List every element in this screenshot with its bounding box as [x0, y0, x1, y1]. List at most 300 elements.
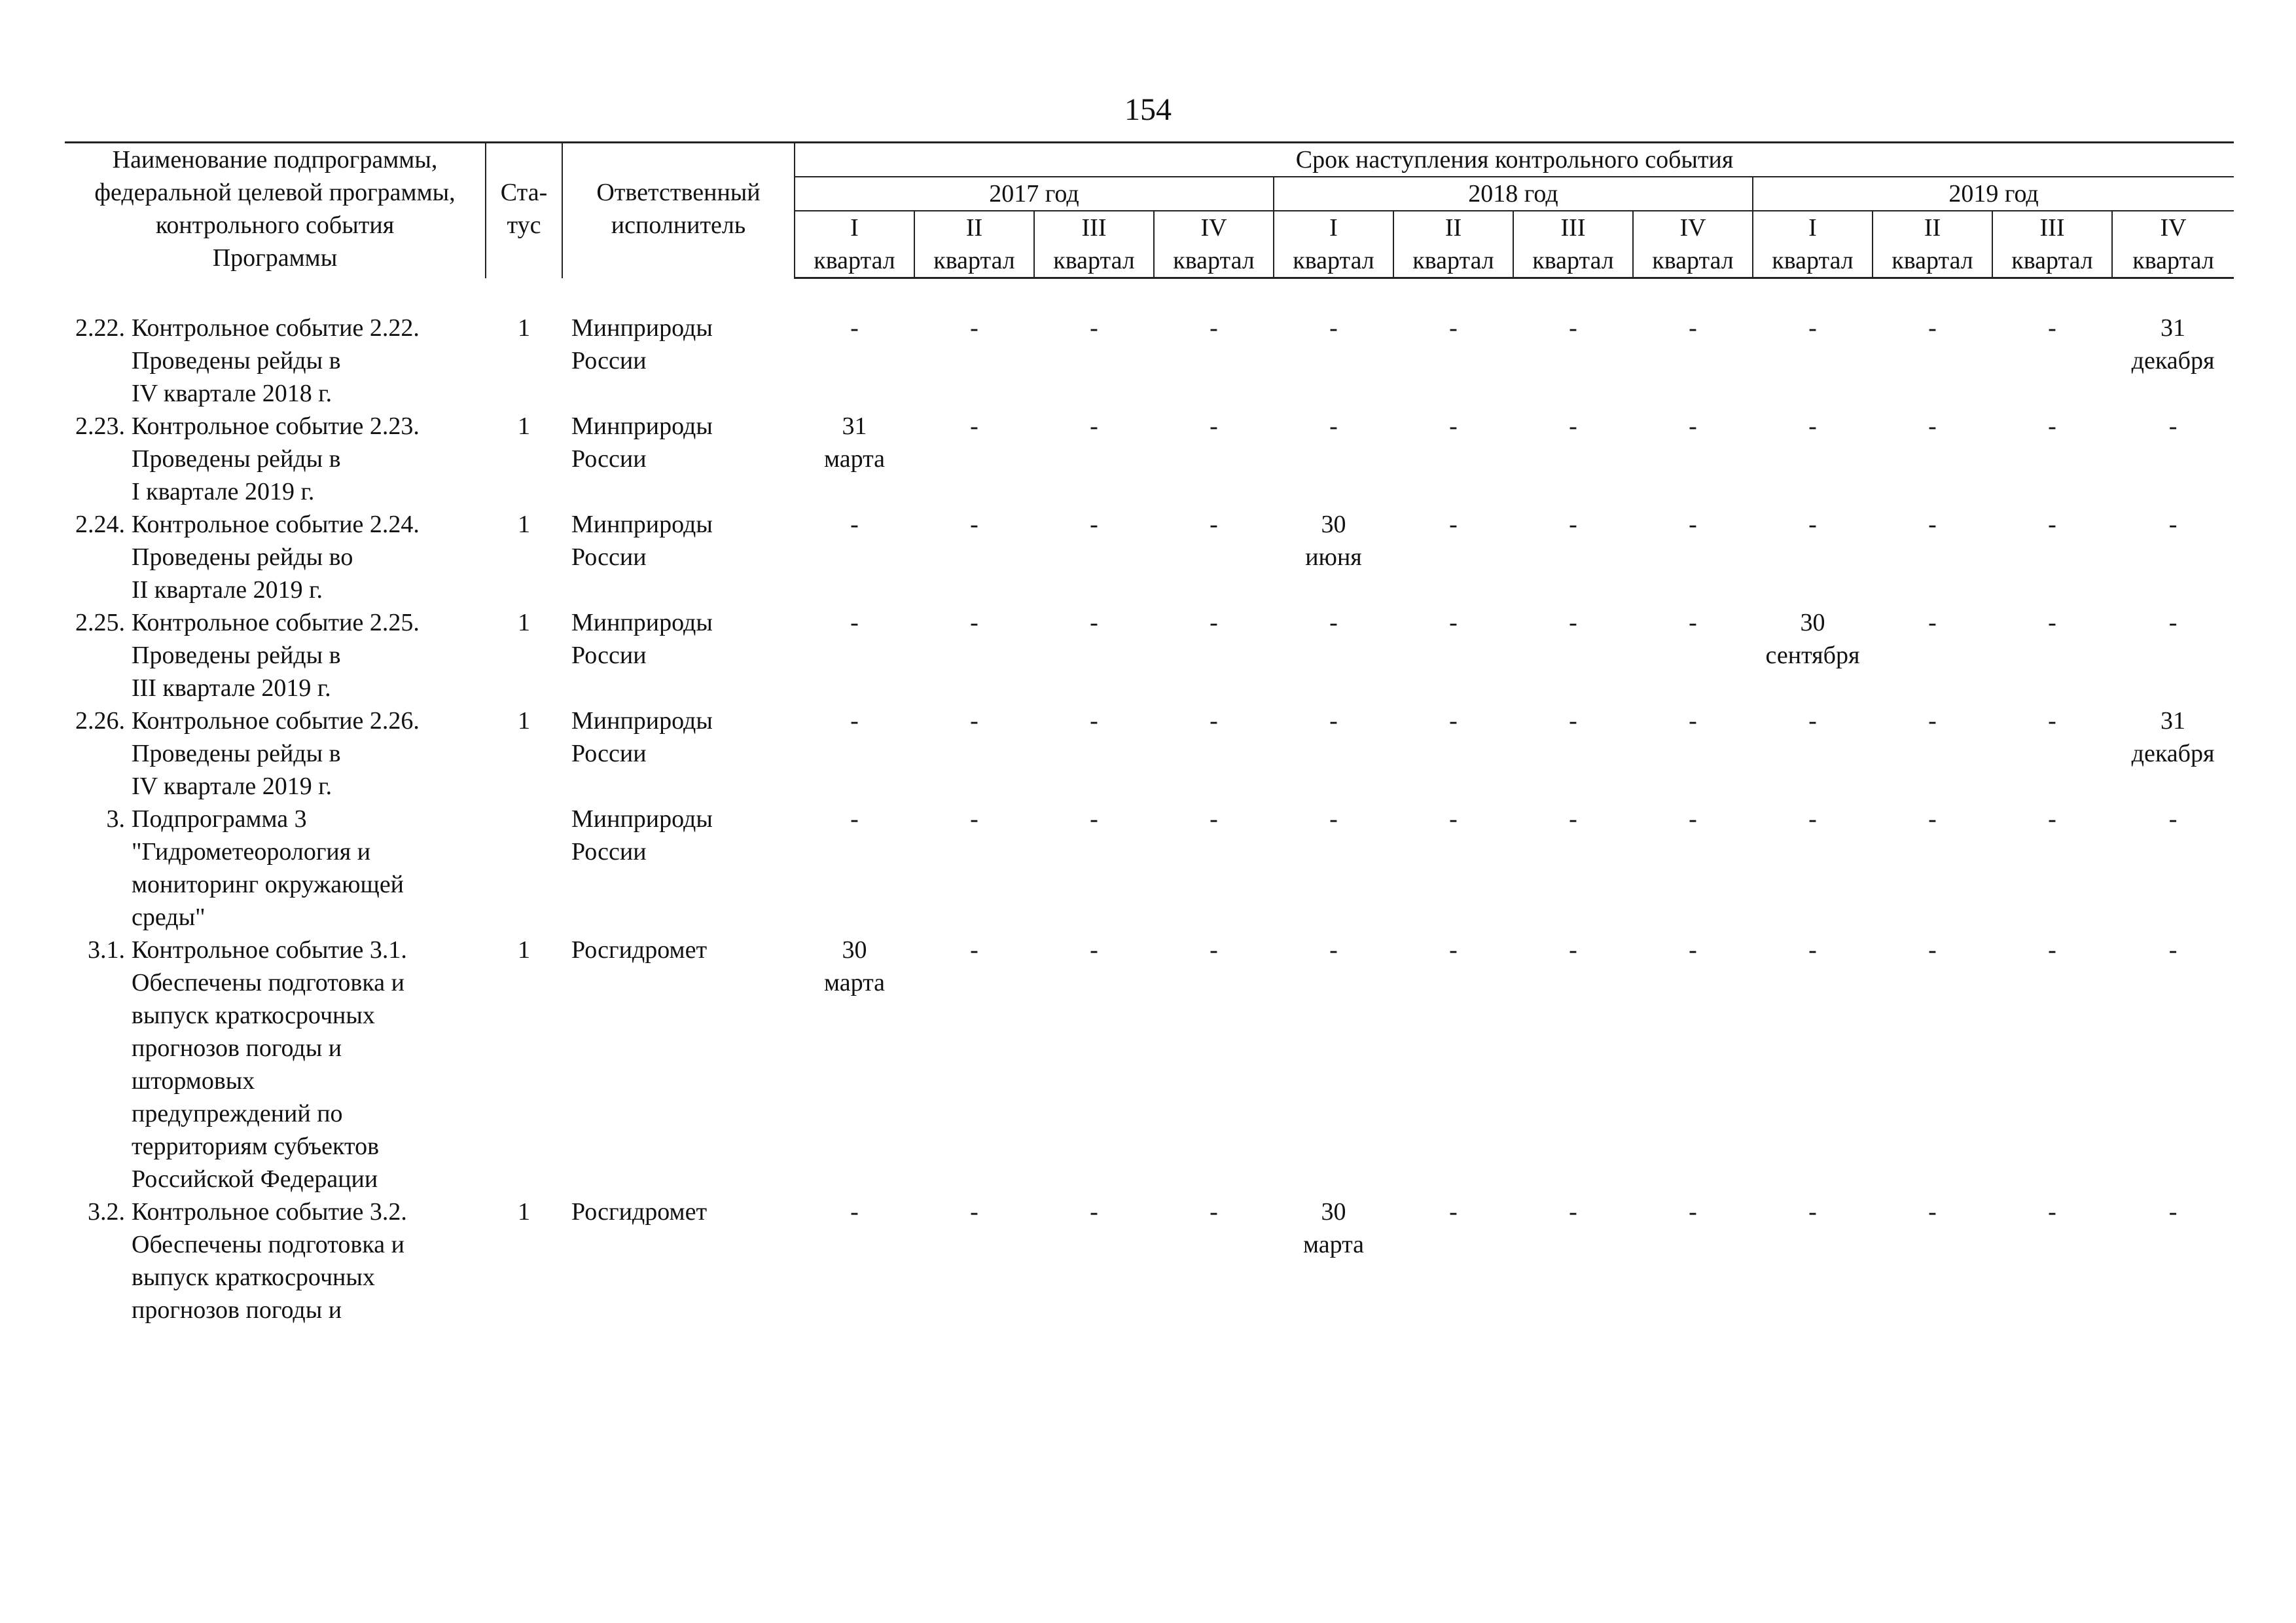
quarter-deadline-cell [1393, 1195, 1513, 1326]
deadline-value: - [1808, 511, 1817, 538]
row-event-name-line: IV квартале 2019 г. [132, 773, 332, 800]
deadline-value: - [1928, 707, 1937, 735]
deadline-value: 30 [842, 936, 867, 964]
deadline-value: - [1569, 314, 1577, 342]
quarter-deadline-cell [1633, 803, 1753, 934]
quarter-deadline-cell [2112, 508, 2234, 606]
deadline-value: 31 [842, 412, 867, 440]
deadline-value: - [1449, 314, 1458, 342]
quarter-deadline-cell [1992, 934, 2112, 1195]
quarter-deadline-cell [1154, 606, 1274, 704]
row-event-name-line: III квартале 2019 г. [132, 674, 331, 702]
deadline-value: - [850, 1198, 859, 1226]
deadline-value: - [1808, 707, 1817, 735]
row-executor-line: Минприроды [571, 609, 713, 636]
header-quarter-numeral: I [795, 211, 914, 244]
row-event-name-line: Контрольное событие 2.22. [132, 314, 420, 342]
header-quarter-label: квартал [795, 244, 914, 278]
quarter-deadline-cell [1753, 312, 1873, 410]
row-event-name-line: прогнозов погоды и [132, 1296, 342, 1324]
quarter-deadline-cell [1393, 508, 1513, 606]
deadline-value: - [1928, 314, 1937, 342]
row-name-cell [65, 1195, 486, 1326]
row-event-name [132, 704, 420, 803]
deadline-value: - [1689, 511, 1697, 538]
deadline-value: - [1808, 412, 1817, 440]
quarter-deadline-cell [1034, 606, 1154, 704]
header-quarter-label: квартал [2112, 244, 2234, 278]
quarter-deadline-cell [1513, 934, 1633, 1195]
deadline-value: - [1449, 805, 1458, 833]
deadline-value: 30 [1321, 511, 1346, 538]
quarter-deadline-cell [1633, 312, 1753, 410]
deadline-value: - [1569, 609, 1577, 636]
quarter-deadline-cell [1274, 1195, 1393, 1326]
quarter-deadline-cell [1034, 704, 1154, 803]
row-status: 1 [518, 936, 530, 964]
deadline-value: - [850, 314, 859, 342]
deadline-value: - [2048, 1198, 2056, 1226]
row-status: 1 [518, 1198, 530, 1226]
quarter-deadline-cell [1513, 606, 1633, 704]
row-executor-line: России [571, 347, 647, 374]
row-event-name-line: территориям субъектов [132, 1133, 380, 1160]
quarter-deadline-cell [1753, 606, 1873, 704]
deadline-value: - [1449, 511, 1458, 538]
row-name-cell [65, 803, 486, 934]
header-quarter-numeral: IV [2112, 211, 2234, 244]
quarter-deadline-cell [1873, 803, 1992, 934]
deadline-value: - [1689, 805, 1697, 833]
row-status: 1 [518, 511, 530, 538]
row-executor [562, 606, 795, 704]
header-quarter-label: квартал [1034, 244, 1154, 278]
deadline-value: 30 [1321, 1198, 1346, 1226]
quarter-deadline-cell [1873, 508, 1992, 606]
row-executor [562, 312, 795, 410]
quarter-deadline-cell [1513, 508, 1633, 606]
quarter-deadline-cell [795, 934, 914, 1195]
table-row [65, 410, 2234, 508]
deadline-value: - [1569, 511, 1577, 538]
deadline-value: - [1808, 805, 1817, 833]
row-event-name-line: прогнозов погоды и [132, 1034, 342, 1062]
deadline-value: - [1689, 936, 1697, 964]
control-events-table [65, 141, 2234, 1326]
deadline-value: - [970, 412, 978, 440]
quarter-deadline-cell [1393, 704, 1513, 803]
row-event-name-line: Контрольное событие 2.25. [132, 609, 420, 636]
row-event-name [132, 934, 407, 1195]
row-event-name-line: предупреждений по [132, 1100, 343, 1127]
header-quarter-label: квартал [1393, 244, 1513, 278]
deadline-value: 31 [2161, 314, 2186, 342]
header-deadline-title: Срок наступления контрольного события [795, 143, 2234, 177]
row-number: 2.23. [75, 412, 125, 440]
header-quarter-label: квартал [1274, 244, 1393, 278]
row-number: 3.2. [88, 1198, 125, 1226]
quarter-deadline-cell [914, 704, 1034, 803]
deadline-value: - [1090, 511, 1098, 538]
row-status: 1 [518, 412, 530, 440]
quarter-deadline-cell [2112, 704, 2234, 803]
row-event-name-line: мониторинг окружающей [132, 871, 404, 898]
quarter-deadline-cell [1633, 508, 1753, 606]
header-quarter-label: квартал [1154, 244, 1274, 278]
deadline-value: - [1689, 314, 1697, 342]
quarter-deadline-cell [1992, 508, 2112, 606]
quarter-deadline-cell [1274, 606, 1393, 704]
row-event-name-line: выпуск краткосрочных [132, 1002, 375, 1029]
row-executor-line: Росгидромет [571, 936, 708, 964]
header-year-2018: 2018 год [1274, 177, 1753, 211]
row-name-cell [65, 606, 486, 704]
quarter-deadline-cell [1513, 803, 1633, 934]
quarter-deadline-cell [1633, 934, 1753, 1195]
header-year-2019: 2019 год [1753, 177, 2234, 211]
header-executor-column: Ответственный исполнитель [562, 143, 795, 278]
header-quarter-label: квартал [914, 244, 1034, 278]
row-event-name-line: выпуск краткосрочных [132, 1264, 375, 1291]
quarter-deadline-cell [1753, 934, 1873, 1195]
header-name-column: Наименование подпрограммы, федеральной целевой программы, контрольного события Программы [65, 143, 486, 278]
table-row [65, 934, 2234, 1195]
quarter-deadline-cell [1393, 934, 1513, 1195]
row-event-name-line: I квартале 2019 г. [132, 478, 315, 505]
quarter-deadline-cell [1393, 410, 1513, 508]
row-event-name-line: Контрольное событие 3.2. [132, 1198, 407, 1226]
row-event-name-line: IV квартале 2018 г. [132, 380, 332, 407]
quarter-deadline-cell [1873, 704, 1992, 803]
deadline-value: сентября [1765, 642, 1860, 669]
table-row [65, 312, 2234, 410]
deadline-value: - [2168, 609, 2178, 636]
deadline-value: - [1329, 707, 1338, 735]
row-event-name-line: II квартале 2019 г. [132, 576, 323, 604]
quarter-deadline-cell [1992, 312, 2112, 410]
deadline-value: - [2168, 412, 2178, 440]
row-executor-line: Минприроды [571, 314, 713, 342]
quarter-deadline-cell [1513, 1195, 1633, 1326]
quarter-deadline-cell [914, 508, 1034, 606]
deadline-value: - [2168, 805, 2178, 833]
row-status [486, 803, 562, 934]
row-event-name-line: Проведены рейды во [132, 543, 353, 571]
quarter-deadline-cell [1034, 803, 1154, 934]
deadline-value: - [1090, 314, 1098, 342]
deadline-value: - [850, 609, 859, 636]
deadline-value: - [1569, 1198, 1577, 1226]
deadline-value: - [1090, 805, 1098, 833]
deadline-value: - [970, 936, 978, 964]
quarter-deadline-cell [1992, 1195, 2112, 1326]
quarter-deadline-cell [914, 803, 1034, 934]
deadline-value: - [1090, 707, 1098, 735]
row-event-name [132, 312, 420, 410]
deadline-value: - [1210, 609, 1218, 636]
row-name-cell [65, 508, 486, 606]
quarter-deadline-cell [1393, 606, 1513, 704]
deadline-value: - [1689, 1198, 1697, 1226]
deadline-value: - [1210, 412, 1218, 440]
row-number: 2.25. [75, 609, 125, 636]
deadline-value: - [2048, 511, 2056, 538]
deadline-value: - [850, 511, 859, 538]
quarter-deadline-cell [1154, 410, 1274, 508]
header-quarter-numeral: I [1753, 211, 1873, 244]
deadline-value: - [850, 805, 859, 833]
row-executor-line: Росгидромет [571, 1198, 708, 1226]
row-event-name-line: Подпрограмма 3 [132, 805, 307, 833]
deadline-value: - [2168, 1198, 2178, 1226]
row-event-name-line: Контрольное событие 2.24. [132, 511, 420, 538]
deadline-value: декабря [2131, 347, 2215, 374]
row-executor-line: Минприроды [571, 805, 713, 833]
quarter-deadline-cell [1633, 606, 1753, 704]
quarter-deadline-cell [1513, 410, 1633, 508]
quarter-deadline-cell [914, 410, 1034, 508]
quarter-deadline-cell [1034, 934, 1154, 1195]
quarter-deadline-cell [1154, 508, 1274, 606]
quarter-deadline-cell [1274, 508, 1393, 606]
quarter-deadline-cell [1753, 1195, 1873, 1326]
row-executor [562, 704, 795, 803]
quarter-deadline-cell [1154, 312, 1274, 410]
row-number: 2.22. [75, 314, 125, 342]
quarter-deadline-cell [2112, 934, 2234, 1195]
quarter-deadline-cell [1992, 410, 2112, 508]
row-event-name-line: Контрольное событие 3.1. [132, 936, 407, 964]
quarter-deadline-cell [795, 508, 914, 606]
row-status: 1 [518, 707, 530, 735]
quarter-deadline-cell [1513, 312, 1633, 410]
deadline-value: - [1689, 412, 1697, 440]
row-status: 1 [518, 314, 530, 342]
deadline-value: - [1808, 936, 1817, 964]
deadline-value: - [2048, 412, 2056, 440]
quarter-deadline-cell [1633, 410, 1753, 508]
row-name-cell [65, 410, 486, 508]
quarter-deadline-cell [1034, 410, 1154, 508]
quarter-deadline-cell [1992, 704, 2112, 803]
row-executor [562, 934, 795, 1195]
deadline-value: - [1569, 412, 1577, 440]
deadline-value: - [1569, 707, 1577, 735]
quarter-deadline-cell [914, 934, 1034, 1195]
header-quarter-numeral: I [1274, 211, 1393, 244]
deadline-value: - [1928, 412, 1937, 440]
row-number: 3. [106, 805, 125, 833]
quarter-deadline-cell [2112, 803, 2234, 934]
table-row [65, 1195, 2234, 1326]
table-row [65, 803, 2234, 934]
deadline-value: - [970, 609, 978, 636]
row-event-name-line: среды" [132, 903, 206, 931]
quarter-deadline-cell [1393, 312, 1513, 410]
quarter-deadline-cell [1633, 1195, 1753, 1326]
deadline-value: - [1329, 805, 1338, 833]
quarter-deadline-cell [1154, 934, 1274, 1195]
row-event-name [132, 803, 404, 934]
row-executor-line: Минприроды [571, 707, 713, 735]
header-quarter-label: квартал [1873, 244, 1992, 278]
deadline-value: - [2048, 936, 2056, 964]
header-quarter-numeral: II [1393, 211, 1513, 244]
quarter-deadline-cell [2112, 1195, 2234, 1326]
row-executor [562, 508, 795, 606]
deadline-value: - [1090, 1198, 1098, 1226]
quarter-deadline-cell [1274, 410, 1393, 508]
deadline-value: - [1808, 314, 1817, 342]
row-event-name-line: Контрольное событие 2.23. [132, 412, 420, 440]
header-quarter-numeral: III [1034, 211, 1154, 244]
table-row [65, 508, 2234, 606]
quarter-deadline-cell [1873, 312, 1992, 410]
deadline-value: - [850, 707, 859, 735]
row-event-name [132, 1195, 407, 1326]
quarter-deadline-cell [1274, 803, 1393, 934]
table-row [65, 606, 2234, 704]
header-quarter-label: квартал [1633, 244, 1753, 278]
header-status-column: Ста- тус [486, 143, 562, 278]
table-row [65, 704, 2234, 803]
row-number: 2.26. [75, 707, 125, 735]
deadline-value: - [1449, 1198, 1458, 1226]
quarter-deadline-cell [1753, 704, 1873, 803]
deadline-value: марта [823, 445, 886, 473]
deadline-value: - [1808, 1198, 1817, 1226]
header-quarter-numeral: III [1992, 211, 2112, 244]
quarter-deadline-cell [1633, 704, 1753, 803]
deadline-value: - [2168, 936, 2178, 964]
quarter-deadline-cell [1274, 704, 1393, 803]
quarter-deadline-cell [1873, 934, 1992, 1195]
deadline-value: - [1928, 805, 1937, 833]
deadline-value: - [1928, 609, 1937, 636]
row-executor [562, 410, 795, 508]
deadline-value: 31 [2161, 707, 2186, 735]
row-event-name-line: Проведены рейды в [132, 445, 341, 473]
deadline-value: - [1090, 609, 1098, 636]
row-executor-line: России [571, 838, 647, 866]
row-executor-line: России [571, 740, 647, 767]
deadline-value: - [1210, 805, 1218, 833]
table-header [65, 143, 2234, 278]
row-event-name-line: "Гидрометеорология и [132, 838, 371, 866]
deadline-value: - [1210, 511, 1218, 538]
quarter-deadline-cell [1274, 312, 1393, 410]
row-number: 2.24. [75, 511, 125, 538]
quarter-deadline-cell [795, 704, 914, 803]
row-event-name [132, 410, 420, 508]
header-quarter-label: квартал [1753, 244, 1873, 278]
row-name-cell [65, 312, 486, 410]
quarter-deadline-cell [795, 312, 914, 410]
deadline-value: - [1210, 314, 1218, 342]
deadline-value: - [1210, 707, 1218, 735]
header-quarter-numeral: II [1873, 211, 1992, 244]
header-year-2017: 2017 год [795, 177, 1274, 211]
quarter-deadline-cell [914, 1195, 1034, 1326]
row-executor-line: России [571, 642, 647, 669]
page-number: 154 [1124, 92, 1172, 127]
row-name-cell [65, 934, 486, 1195]
row-event-name-line: Российской Федерации [132, 1165, 378, 1193]
row-executor [562, 803, 795, 934]
quarter-deadline-cell [1034, 1195, 1154, 1326]
deadline-value: - [1689, 707, 1697, 735]
quarter-deadline-cell [2112, 312, 2234, 410]
deadline-value: - [1329, 609, 1338, 636]
quarter-deadline-cell [2112, 410, 2234, 508]
quarter-deadline-cell [1992, 606, 2112, 704]
deadline-value: - [1449, 936, 1458, 964]
quarter-deadline-cell [1873, 606, 1992, 704]
table-body [65, 278, 2234, 1327]
deadline-value: - [2048, 314, 2056, 342]
header-quarter-numeral: III [1513, 211, 1633, 244]
row-event-name-line: Контрольное событие 2.26. [132, 707, 420, 735]
deadline-value: - [1928, 1198, 1937, 1226]
deadline-value: - [1329, 412, 1338, 440]
deadline-value: - [970, 805, 978, 833]
deadline-value: - [1449, 707, 1458, 735]
quarter-deadline-cell [1873, 410, 1992, 508]
row-event-name-line: Проведены рейды в [132, 642, 341, 669]
deadline-value: марта [823, 969, 886, 996]
row-name-cell [65, 704, 486, 803]
quarter-deadline-cell [1034, 312, 1154, 410]
quarter-deadline-cell [1753, 803, 1873, 934]
quarter-deadline-cell [914, 606, 1034, 704]
quarter-deadline-cell [1513, 704, 1633, 803]
deadline-value: - [2048, 707, 2056, 735]
quarter-deadline-cell [1034, 508, 1154, 606]
row-executor-line: России [571, 543, 647, 571]
deadline-value: - [970, 707, 978, 735]
header-quarter-numeral: II [914, 211, 1034, 244]
deadline-value: июня [1305, 543, 1362, 571]
deadline-value: - [1090, 412, 1098, 440]
quarter-deadline-cell [1753, 410, 1873, 508]
deadline-value: - [1449, 412, 1458, 440]
quarter-deadline-cell [1873, 1195, 1992, 1326]
deadline-value: - [970, 314, 978, 342]
deadline-value: - [1210, 936, 1218, 964]
quarter-deadline-cell [1154, 1195, 1274, 1326]
deadline-value: - [1928, 511, 1937, 538]
quarter-deadline-cell [1992, 803, 2112, 934]
quarter-deadline-cell [1753, 508, 1873, 606]
deadline-value: - [2168, 511, 2178, 538]
deadline-value: марта [1302, 1231, 1365, 1258]
row-event-name [132, 508, 420, 606]
deadline-value: - [1449, 609, 1458, 636]
deadline-value: 30 [1800, 609, 1825, 636]
header-quarter-numeral: IV [1633, 211, 1753, 244]
deadline-value: - [1090, 936, 1098, 964]
quarter-deadline-cell [1274, 934, 1393, 1195]
deadline-value: - [1569, 936, 1577, 964]
deadline-value: - [1329, 936, 1338, 964]
deadline-value: - [1569, 805, 1577, 833]
deadline-value: - [1928, 936, 1937, 964]
row-event-name-line: Проведены рейды в [132, 347, 341, 374]
row-event-name-line: Обеспечены подготовка и [132, 969, 404, 996]
row-event-name-line: Проведены рейды в [132, 740, 341, 767]
quarter-deadline-cell [1154, 803, 1274, 934]
row-event-name [132, 606, 420, 704]
